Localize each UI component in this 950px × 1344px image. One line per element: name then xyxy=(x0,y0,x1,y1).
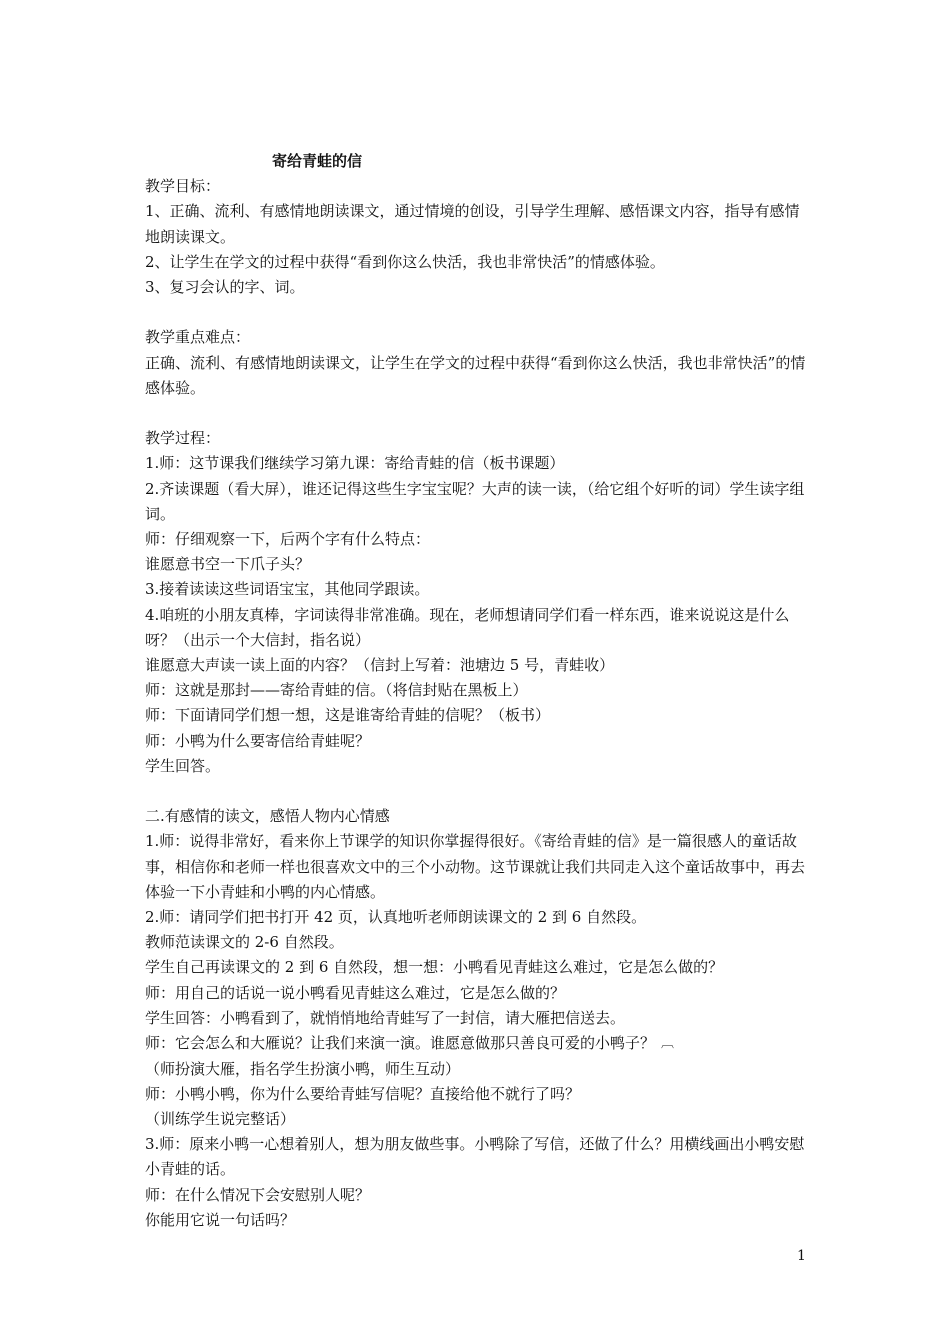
process-line: 学生回答。 xyxy=(145,756,221,775)
key-points-text: 正确、流利、有感情地朗读课文，让学生在学文的过程中获得“看到你这么快活，我也非常快活”的情感体验。 xyxy=(145,353,806,397)
goal-item: 2、让学生在学文的过程中获得“看到你这么快活，我也非常快活”的情感体验。 xyxy=(145,252,665,271)
section2-line: 2.师：请同学们把书打开 42 页，认真地听老师朗读课文的 2 到 6 自然段。 xyxy=(145,908,647,927)
document-body xyxy=(145,149,810,1233)
section2-line: 学生回答：小鸭看到了，就悄悄地给青蛙写了一封信，请大雁把信送去。 xyxy=(145,1008,626,1027)
blank-line xyxy=(145,401,810,426)
process-line: 师：仔细观察一下，后两个字有什么特点： xyxy=(145,530,431,549)
goals-heading: 教学目标： xyxy=(145,177,221,196)
process-line: 2.齐读课题（看大屏），谁还记得这些生字宝宝呢？大声的读一读，（给它组个好听的词）学生读字组词。 xyxy=(145,479,805,523)
process-heading: 教学过程： xyxy=(145,429,221,448)
process-line: 师：小鸭为什么要寄信给青蛙呢？ xyxy=(145,731,371,750)
process-line: 4.咱班的小朋友真棒，字词读得非常准确。现在，老师想请同学们看一样东西，谁来说说这是什么呀？（出示一个大信封，指名说） xyxy=(145,605,790,649)
section2-line: （训练学生说完整话） xyxy=(145,1110,296,1129)
section2-line: 教师范读课文的 2-6 自然段。 xyxy=(145,933,344,952)
section2-line: 师：小鸭小鸭，你为什么要给青蛙写信呢？直接给他不就行了吗？ xyxy=(145,1084,581,1103)
section2-line-with-mark xyxy=(145,1031,810,1057)
section2-line: （师扮演大雁，指名学生扮演小鸭，师生互动） xyxy=(145,1059,461,1078)
section2-line: 师：在什么情况下会安慰别人呢？ xyxy=(145,1185,371,1204)
blank-line xyxy=(145,779,810,804)
process-line: 1.师：这节课我们继续学习第九课：寄给青蛙的信（板书课题） xyxy=(145,454,565,473)
section2-heading: 二.有感情的读文，感悟人物内心情感 xyxy=(145,807,390,826)
bracket-mark-icon: ︹ xyxy=(661,1036,675,1052)
process-line: 谁愿意书空一下爪子头？ xyxy=(145,555,311,574)
process-line: 3.接着读读这些词语宝宝，其他同学跟读。 xyxy=(145,580,430,599)
section2-line: 1.师：说得非常好，看来你上节课学的知识你掌握得很好。《寄给青蛙的信》是一篇很感人的童话故事，相信你和老师一样也很喜欢文中的三个小动物。这节课就让我们共同走入这个童话故事中，再去体验一下小青蛙和小鸭的内心情感。 xyxy=(145,832,806,901)
page-number: 1 xyxy=(797,1248,806,1264)
process-line: 谁愿意大声读一读上面的内容？（信封上写着：池塘边 5 号，青蛙收） xyxy=(145,656,615,675)
key-points-heading: 教学重点难点： xyxy=(145,328,251,347)
process-line: 师：下面请同学们想一想，这是谁寄给青蛙的信呢？（板书） xyxy=(145,706,551,725)
section2-line: 师：用自己的话说一说小鸭看见青蛙这么难过，它是怎么做的？ xyxy=(145,983,566,1002)
document-title: 寄给青蛙的信 xyxy=(272,152,363,170)
section2-line: 学生自己再读课文的 2 到 6 自然段，想一想：小鸭看见青蛙这么难过，它是怎么做的？ xyxy=(145,958,724,977)
goal-item: 1、正确、流利、有感情地朗读课文，通过情境的创设，引导学生理解、感悟课文内容，指导有感情地朗读课文。 xyxy=(145,202,800,246)
process-line: 师：这就是那封——寄给青蛙的信。（将信封贴在黑板上） xyxy=(145,681,528,700)
section2-line: 你能用它说一句话吗？ xyxy=(145,1210,296,1229)
goal-item: 3、复习会认的字、词。 xyxy=(145,278,305,297)
section2-line: 3.师：原来小鸭一心想着别人，想为朋友做些事。小鸭除了写信，还做了什么？用横线画出小鸭安慰小青蛙的话。 xyxy=(145,1135,805,1179)
blank-line xyxy=(145,300,810,325)
section2-line-text: 师：它会怎么和大雁说？让我们来演一演。谁愿意做那只善良可爱的小鸭子？ xyxy=(145,1034,656,1053)
